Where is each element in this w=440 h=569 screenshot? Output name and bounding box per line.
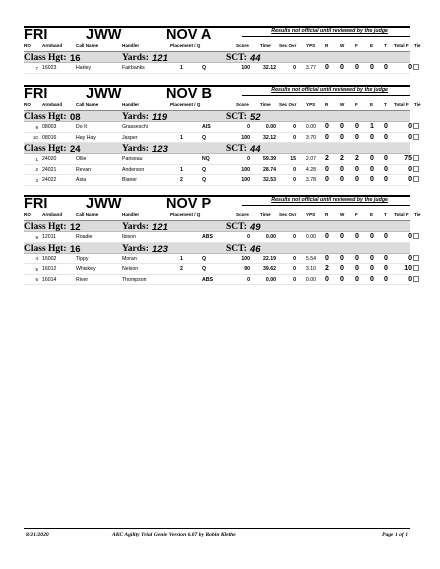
rows-container [24, 154, 410, 186]
trial-day: FRI [24, 86, 48, 102]
run-order-cell: 10 [32, 135, 38, 140]
total-faults-cell: 0 [408, 233, 412, 240]
height-group-header [24, 52, 410, 63]
time-cell: 0.00 [265, 124, 276, 130]
refusals-cell: 0 [325, 254, 329, 262]
col-score: Score [236, 212, 249, 217]
table-row [24, 275, 410, 286]
call-name-cell: Harley [76, 65, 91, 71]
wrong-course-cell: 0 [340, 64, 344, 71]
refusals-cell: 0 [325, 165, 329, 173]
armband-cell: 08016 [42, 134, 57, 141]
faults-cell: 0 [355, 165, 359, 173]
col-sec-ovr: Sec Ovr [279, 43, 297, 48]
col-e: E [370, 212, 374, 217]
armband-cell: 16002 [42, 255, 57, 262]
sec-ovr-cell: 0 [293, 65, 296, 71]
armband-cell: 12011 [42, 234, 57, 240]
faults-cell: 0 [355, 233, 359, 240]
class-hgt-label: Class Hgt: [24, 112, 67, 122]
score-cell: 0 [247, 234, 250, 240]
score-cell: 0 [247, 276, 250, 283]
wrong-course-cell: 0 [340, 233, 344, 240]
total-faults-cell: 0 [408, 275, 412, 283]
footer-date: 8/21/2020 [26, 532, 49, 538]
table-row [24, 264, 410, 275]
col-yps: YPS [306, 212, 316, 217]
col-total-f: Total F [394, 43, 409, 48]
armband-cell: 24020 [42, 156, 57, 162]
qualifying-cell: Q [202, 177, 207, 183]
yps-cell: 4.28 [305, 166, 316, 173]
faults-cell: 0 [355, 176, 359, 183]
yards-value: 121 [152, 222, 168, 233]
height-group-header [24, 221, 410, 232]
column-headers [24, 40, 421, 52]
class-hgt-label: Class Hgt: [24, 222, 67, 232]
refusals-cell: 0 [325, 275, 329, 283]
total-faults-cell: 0 [408, 165, 412, 173]
class-hgt-value: 16 [70, 243, 81, 255]
handler-cell: Blaner [122, 177, 137, 183]
refusals-cell: 0 [325, 123, 329, 130]
column-headers [24, 209, 421, 221]
wrong-course-cell: 0 [340, 176, 344, 183]
col-t: T [384, 43, 387, 48]
total-faults-cell: 10 [404, 265, 412, 272]
t-faults-cell: 0 [384, 275, 388, 283]
col-armband: Armband [42, 43, 63, 48]
class-hgt-label: Class Hgt: [24, 144, 67, 154]
total-faults-cell: 75 [404, 155, 412, 162]
t-faults-cell: 0 [384, 265, 388, 272]
table-row [24, 133, 410, 144]
refusals-cell: 2 [325, 155, 329, 162]
tie-checkbox[interactable] [413, 123, 419, 129]
table-row [24, 175, 410, 186]
col-call-name: Call Name [76, 212, 99, 217]
call-name-cell: Asia [76, 177, 87, 183]
total-faults-cell: 0 [408, 176, 412, 183]
table-row [24, 254, 410, 265]
time-cell: 32.12 [263, 65, 276, 71]
handler-cell: Jasper [122, 134, 138, 141]
class-hgt-value: 08 [70, 112, 81, 123]
col-placement: Placement / Q [170, 43, 201, 48]
yards-value: 121 [152, 53, 168, 64]
qualifying-cell: Q [202, 134, 207, 141]
col-w: W [340, 102, 345, 107]
total-faults-cell: 0 [408, 133, 412, 141]
col-placement: Placement / Q [170, 212, 201, 217]
time-cell: 28.74 [263, 166, 276, 173]
height-group-header [24, 243, 410, 254]
armband-cell: 24022 [42, 177, 57, 183]
sct-label: SCT: [226, 112, 247, 122]
time-cell: 32.53 [263, 177, 276, 183]
e-faults-cell: 0 [370, 265, 374, 272]
yards-label: Yards: [122, 222, 149, 232]
time-cell: 32.12 [263, 134, 276, 141]
col-score: Score [236, 102, 249, 107]
refusals-cell: 0 [325, 233, 329, 240]
e-faults-cell: 1 [370, 123, 374, 130]
placement-cell: 2 [180, 177, 183, 183]
col-armband: Armband [42, 102, 63, 107]
qualifying-cell: Q [202, 255, 207, 262]
t-faults-cell: 0 [384, 176, 388, 183]
tie-checkbox[interactable] [413, 276, 419, 282]
faults-cell: 2 [355, 155, 359, 162]
placement-cell: 2 [180, 266, 183, 272]
total-faults-cell: 0 [408, 254, 412, 262]
handler-cell: Ibison [122, 234, 136, 240]
call-name-cell: Ollie [76, 156, 87, 162]
run-order-cell: 2 [35, 167, 38, 172]
col-ro: RO [24, 212, 31, 217]
col-sec-ovr: Sec Ovr [279, 212, 297, 217]
wrong-course-cell: 0 [340, 133, 344, 141]
col-call-name: Call Name [76, 102, 99, 107]
col-handler: Handler [122, 43, 140, 48]
sct-value: 52 [250, 112, 261, 123]
height-group-header [24, 143, 410, 154]
run-order-cell: 6 [35, 277, 38, 282]
trial-day: FRI [24, 27, 48, 43]
sct-value: 44 [250, 53, 261, 64]
handler-cell: Anderson [122, 166, 145, 173]
e-faults-cell: 0 [370, 176, 374, 183]
time-cell: 0.00 [265, 276, 276, 283]
col-t: T [384, 102, 387, 107]
time-cell: 39.62 [263, 266, 276, 272]
call-name-cell: Roadie [76, 234, 93, 240]
notice-rule [242, 36, 410, 37]
faults-cell: 0 [355, 265, 359, 272]
sec-ovr-cell: 0 [293, 266, 296, 272]
section-header [24, 195, 410, 212]
qualifying-cell: Q [202, 166, 207, 173]
sec-ovr-cell: 0 [293, 134, 296, 141]
yards-value: 123 [152, 144, 168, 155]
sec-ovr-cell: 0 [293, 234, 296, 240]
tie-checkbox[interactable] [413, 233, 419, 239]
yps-cell: 3.77 [305, 65, 316, 71]
t-faults-cell: 0 [384, 233, 388, 240]
refusals-cell: 0 [325, 64, 329, 71]
results-section [24, 195, 421, 285]
t-faults-cell: 0 [384, 254, 388, 262]
col-handler: Handler [122, 102, 140, 107]
faults-cell: 0 [355, 133, 359, 141]
sct-value: 49 [250, 222, 261, 233]
sec-ovr-cell: 0 [293, 166, 296, 173]
col-placement: Placement / Q [170, 102, 201, 107]
score-cell: 90 [244, 266, 250, 272]
score-cell: 100 [241, 166, 250, 173]
yps-cell: 0.00 [305, 124, 316, 130]
height-group-header [24, 111, 410, 122]
notice-rule [242, 205, 410, 206]
class-hgt-value: 16 [70, 53, 81, 64]
wrong-course-cell: 0 [340, 165, 344, 173]
wrong-course-cell: 0 [340, 123, 344, 130]
run-order-cell: 8 [35, 234, 38, 240]
class-hgt-label: Class Hgt: [24, 243, 67, 254]
col-r: R [325, 102, 329, 107]
e-faults-cell: 0 [370, 133, 374, 141]
results-section [24, 85, 421, 186]
col-yps: YPS [306, 43, 316, 48]
footer-page: Page 1 of 1 [382, 532, 408, 538]
col-yps: YPS [306, 102, 316, 107]
e-faults-cell: 0 [370, 275, 374, 283]
qualifying-cell: Q [202, 65, 207, 71]
col-call-name: Call Name [76, 43, 99, 48]
time-cell: 59.39 [263, 156, 276, 162]
score-cell: 0 [247, 124, 250, 130]
wrong-course-cell: 0 [340, 265, 344, 272]
call-name-cell: Whiskey [76, 266, 96, 272]
call-name-cell: Revan [76, 166, 91, 173]
run-order-cell: 7 [35, 65, 38, 71]
sec-ovr-cell: 15 [290, 156, 296, 162]
qualifying-cell: ABS [202, 234, 213, 240]
col-armband: Armband [42, 212, 63, 217]
sct-value: 44 [250, 144, 261, 155]
col-total-f: Total F [394, 102, 409, 107]
tie-checkbox[interactable] [413, 255, 419, 261]
score-cell: 100 [241, 134, 250, 141]
col-total-f: Total F [394, 212, 409, 217]
class-hgt-value: 12 [70, 222, 81, 233]
col-handler: Handler [122, 212, 140, 217]
sct-value: 46 [250, 243, 261, 255]
official-notice: Results not official until reviewed by the judge [271, 28, 388, 34]
call-name-cell: Do It [76, 124, 87, 130]
yards-label: Yards: [122, 144, 149, 154]
yps-cell: 5.54 [305, 255, 316, 262]
col-tie: Tie [414, 212, 421, 217]
tie-checkbox[interactable] [413, 265, 419, 271]
run-order-cell: 3 [35, 177, 38, 183]
armband-cell: 08003 [42, 124, 57, 130]
rows-container [24, 122, 410, 143]
qualifying-cell: NQ [202, 156, 210, 162]
time-cell: 22.19 [263, 255, 276, 262]
call-name-cell: Tippy [76, 255, 89, 262]
placement-cell: 1 [180, 255, 183, 262]
col-sec-ovr: Sec Ovr [279, 102, 297, 107]
t-faults-cell: 0 [384, 165, 388, 173]
yps-cell: 2.07 [305, 156, 316, 162]
notice-rule [242, 95, 410, 96]
faults-cell: 0 [355, 64, 359, 71]
yards-label: Yards: [122, 243, 149, 254]
results-section [24, 26, 421, 74]
col-time: Time [260, 43, 271, 48]
class-level: NOV P [166, 196, 212, 212]
yards-value: 123 [152, 243, 168, 255]
armband-cell: 16023 [42, 65, 57, 71]
class-level: NOV B [166, 86, 212, 102]
yps-cell: 3.78 [305, 177, 316, 183]
tie-checkbox[interactable] [413, 64, 419, 70]
refusals-cell: 2 [325, 265, 329, 272]
official-notice: Results not official until reviewed by the judge [271, 197, 388, 203]
tie-checkbox[interactable] [413, 155, 419, 161]
yards-label: Yards: [122, 112, 149, 122]
sec-ovr-cell: 0 [293, 255, 296, 262]
trial-day: FRI [24, 196, 48, 212]
wrong-course-cell: 0 [340, 275, 344, 283]
class-name: JWW [86, 196, 122, 212]
table-row [24, 63, 410, 74]
rows-container [24, 63, 410, 74]
wrong-course-cell: 0 [340, 254, 344, 262]
tie-checkbox[interactable] [413, 166, 419, 172]
call-name-cell: River [76, 276, 89, 283]
e-faults-cell: 0 [370, 155, 374, 162]
col-e: E [370, 102, 374, 107]
e-faults-cell: 0 [370, 233, 374, 240]
col-ro: RO [24, 102, 31, 107]
faults-cell: 0 [355, 275, 359, 283]
sct-label: SCT: [226, 53, 247, 63]
sct-label: SCT: [226, 243, 247, 254]
wrong-course-cell: 2 [340, 155, 344, 162]
e-faults-cell: 0 [370, 254, 374, 262]
rows-container [24, 232, 410, 243]
col-time: Time [260, 102, 271, 107]
t-faults-cell: 0 [384, 155, 388, 162]
tie-checkbox[interactable] [413, 176, 419, 182]
col-tie: Tie [414, 43, 421, 48]
yards-value: 119 [152, 112, 168, 123]
run-order-cell: 1 [35, 156, 38, 162]
placement-cell: 1 [180, 166, 183, 173]
yps-cell: 3.10 [305, 266, 316, 272]
table-row [24, 165, 410, 176]
score-cell: 100 [241, 255, 250, 262]
qualifying-cell: AIS [202, 124, 211, 130]
footer-software: AKC Agility Trial Genie Version 6.07 by Robin Klethe [112, 532, 236, 538]
sec-ovr-cell: 0 [293, 177, 296, 183]
page-footer [24, 528, 410, 542]
col-w: W [340, 43, 345, 48]
yps-cell: 0.00 [305, 276, 316, 283]
handler-cell: Grasseschi [122, 124, 148, 130]
placement-cell: 1 [180, 65, 183, 71]
col-tie: Tie [414, 102, 421, 107]
handler-cell: Thompson [122, 276, 147, 283]
column-headers [24, 99, 421, 111]
call-name-cell: Hay Hay [76, 134, 96, 141]
rows-container [24, 254, 410, 286]
refusals-cell: 0 [325, 133, 329, 141]
t-faults-cell: 0 [384, 64, 388, 71]
class-level: NOV A [166, 27, 212, 43]
time-cell: 0.00 [265, 234, 276, 240]
col-score: Score [236, 43, 249, 48]
faults-cell: 0 [355, 123, 359, 130]
table-row [24, 122, 410, 133]
table-row [24, 232, 410, 243]
yps-cell: 0.00 [305, 234, 316, 240]
col-w: W [340, 212, 345, 217]
col-ro: RO [24, 43, 31, 48]
total-faults-cell: 0 [408, 64, 412, 71]
t-faults-cell: 0 [384, 123, 388, 130]
col-f: F [355, 212, 358, 217]
run-order-cell: 5 [35, 266, 38, 272]
section-header [24, 85, 410, 102]
faults-cell: 0 [355, 254, 359, 262]
total-faults-cell: 0 [408, 123, 412, 130]
yps-cell: 3.70 [305, 134, 316, 141]
armband-cell: 16014 [42, 276, 57, 283]
qualifying-cell: Q [202, 266, 207, 272]
run-order-cell: 4 [35, 256, 38, 261]
placement-cell: 1 [180, 134, 183, 141]
handler-cell: Fairbanks [122, 65, 145, 71]
t-faults-cell: 0 [384, 133, 388, 141]
class-hgt-value: 24 [70, 144, 81, 155]
col-t: T [384, 212, 387, 217]
e-faults-cell: 0 [370, 64, 374, 71]
tie-checkbox[interactable] [413, 134, 419, 140]
refusals-cell: 0 [325, 176, 329, 183]
score-cell: 100 [241, 177, 250, 183]
col-f: F [355, 43, 358, 48]
armband-cell: 24021 [42, 166, 57, 173]
table-row [24, 154, 410, 165]
col-r: R [325, 43, 329, 48]
e-faults-cell: 0 [370, 165, 374, 173]
handler-cell: Moran [122, 255, 137, 262]
sec-ovr-cell: 0 [293, 124, 296, 130]
col-e: E [370, 43, 374, 48]
handler-cell: Pariseau [122, 156, 143, 162]
col-f: F [355, 102, 358, 107]
run-order-cell: 9 [35, 124, 38, 130]
col-time: Time [260, 212, 271, 217]
sct-label: SCT: [226, 144, 247, 154]
class-name: JWW [86, 86, 122, 102]
qualifying-cell: ABS [202, 276, 213, 283]
class-name: JWW [86, 27, 122, 43]
col-r: R [325, 212, 329, 217]
sct-label: SCT: [226, 222, 247, 232]
official-notice: Results not official until reviewed by the judge [271, 87, 388, 93]
score-cell: 100 [241, 65, 250, 71]
yards-label: Yards: [122, 53, 149, 63]
sec-ovr-cell: 0 [293, 276, 296, 283]
score-cell: 0 [247, 156, 250, 162]
section-header [24, 26, 410, 43]
class-hgt-label: Class Hgt: [24, 53, 67, 63]
armband-cell: 16012 [42, 266, 57, 272]
handler-cell: Nelson [122, 266, 139, 272]
